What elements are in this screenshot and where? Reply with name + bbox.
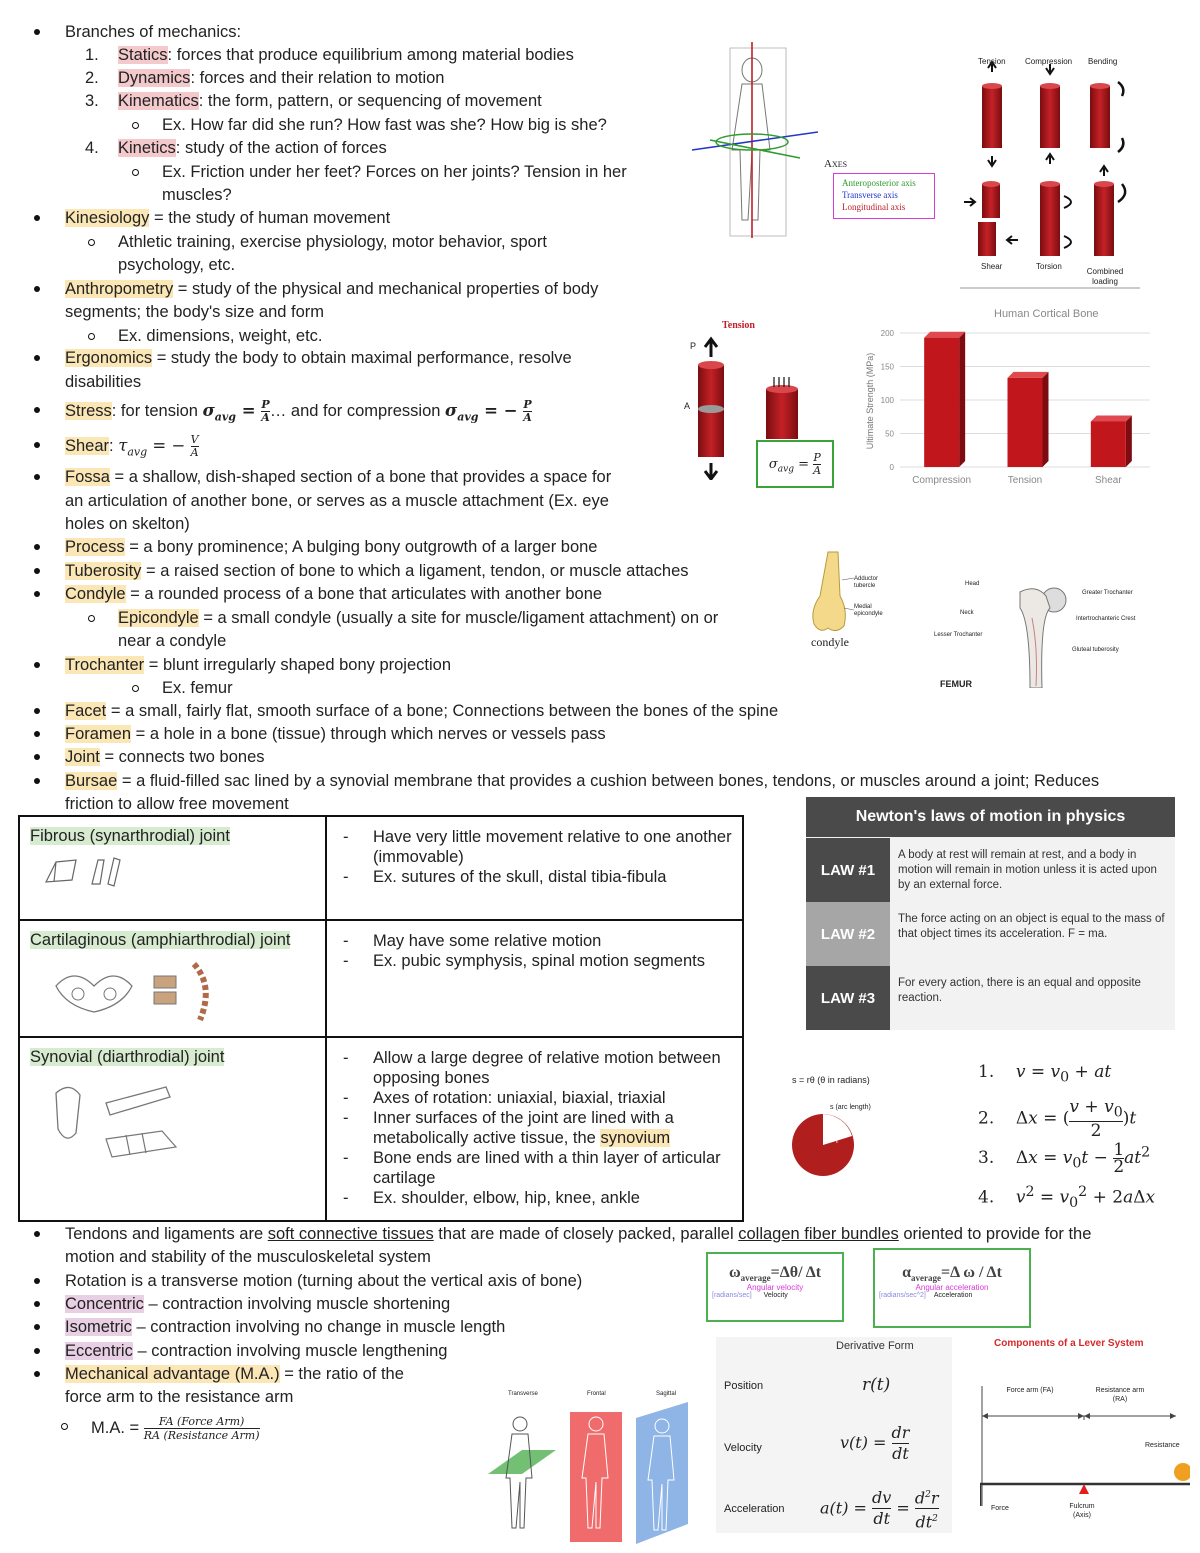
table-row [19,1037,743,1221]
x-tick-label: Tension [1007,475,1043,486]
joint-desc-cell [326,1037,743,1221]
lever-title: Components of a Lever System [994,1338,1144,1349]
y-tick-label: 0 [889,463,894,472]
bar-side [1126,415,1132,467]
branch-kinetics: 4. Kinetics: study of the action of forces [85,139,387,157]
condyle-label: Medial epicondyle [854,604,883,617]
fossa-cont-2: holes on skelton) [65,515,190,533]
arc-sector-figure [790,1108,860,1178]
lever-label: Force [991,1505,1009,1512]
joint-type-name: Synovial (diarthrodial) joint [30,1048,225,1066]
derivative-form-table [716,1337,952,1533]
anthropometry-cont: segments; the body's size and form [65,303,325,321]
velocity-formula: v(t) = $\frac{dr}{dt}$ [840,1423,910,1463]
femur-label: Gluteal tuberosity [1072,647,1119,653]
fibrous-joint-illustration [42,854,132,890]
femur-figure [1000,578,1080,688]
plane-label: Frontal [587,1391,606,1397]
newton-law-label: LAW #2 [806,902,890,966]
axes-title: Axes [824,158,848,170]
axes-legend [833,173,935,219]
eccentric-item: Eccentric – contraction involving muscle lengthening [65,1342,448,1360]
acceleration-formula: a(t) = $\frac{dv}{dt}$ = $\frac{d^2r}{dt^2}$ [820,1485,939,1533]
y-tick-label: 200 [880,329,894,338]
femur-label: Greater Trochanter [1082,590,1133,596]
fossa-cont-1: an articulation of another bone, or serves as a muscle attachment (Ex. eye [65,492,609,510]
derivative-row-label: Position [724,1380,764,1392]
bursae-cont: friction to allow free movement [65,795,289,813]
loading-label: Bending [1088,57,1118,66]
body-axes-figure [690,40,820,240]
loading-label: Tension [978,57,1006,66]
femur-title: FEMUR [940,679,972,689]
ergonomics-cont: disabilities [65,373,142,391]
kinetics-example: Ex. Friction under her feet? Forces on her joints? Tension in her [162,163,627,181]
lever-label: Force arm (FA) [1006,1387,1054,1394]
rotation-item: Rotation is a transverse motion (turning about the vertical axis of bone) [65,1272,583,1290]
arc-theta: θ [828,1121,833,1131]
kinematics-example: Ex. How far did she run? How fast was she? How big is she? [162,116,607,134]
kinesiology-sub: Athletic training, exercise physiology, motor behavior, sport [118,233,547,251]
loading-label: Combined loading [1086,267,1124,286]
femur-label: Neck [960,610,974,616]
newton-title: Newton's laws of motion in physics [806,797,1175,837]
branch-kinematics: 3. Kinematics: the form, pattern, or sequencing of movement [85,92,542,110]
axes-legend-item: Anteroposterior axis [842,178,916,188]
facet-item: Facet = a small, fairly flat, smooth surface of a bone; Connections between the bones of the spine [65,702,779,720]
bone-strength-chart [870,325,1160,495]
ergonomics-item: Ergonomics = study the body to obtain maximal performance, resolve [65,349,572,367]
mechanical-advantage-item: Mechanical advantage (M.A.) = the ratio of the [65,1365,404,1383]
tendons-cont: motion and stability of the musculoskeletal system [65,1248,431,1266]
condyle-caption: condyle [811,635,849,649]
joint-type-cell [19,920,326,1037]
kinesiology-sub-cont: psychology, etc. [118,256,236,274]
bar-top [1091,415,1132,421]
mechanical-advantage-cont: force arm to the resistance arm [65,1388,294,1406]
loading-label: Shear [981,262,1003,271]
angular-acceleration-name: Angular acceleration [915,1283,989,1293]
tension-a-label: A [684,401,691,411]
angular-velocity-box: $\omega_{average}=\Delta\theta/$ Δt Angular velocity [radians/sec] Velocity [706,1252,844,1322]
position-formula: r(t) [862,1375,891,1395]
joint-type-cell [19,816,326,920]
kinematic-equation: 2. Δx = ( $\frac{v + v_0}{2}$ )t [978,1097,1137,1142]
list-item: - Have very little movement relative to one another (immovable) [339,827,732,867]
list-item: - Ex. shoulder, elbow, hip, knee, ankle [339,1188,732,1208]
tuberosity-item: Tuberosity = a raised section of bone to which a ligament, tendon, or muscle attaches [65,562,689,580]
joint-item: Joint = connects two bones [65,748,265,766]
kinesiology-item: Kinesiology = the study of human movement [65,209,391,227]
kinematic-equation: 1. $v = v_0$ + at [978,1062,1112,1086]
joint-type-cell [19,1037,326,1221]
loading-label: Torsion [1036,262,1062,271]
newton-laws-panel [806,797,1175,1030]
chart-ylabel: Ultimate Strength (MPa) [865,352,875,450]
newton-law-text: A body at rest will remain at rest, and a body in motion will remain in motion unless it is acted upon by an external force. [898,849,1157,891]
lever-label: Resistance arm (RA) [1095,1387,1145,1403]
condyle-figure [808,550,898,640]
epicondyle-item: Epicondyle = a small condyle (usually a site for muscle/ligament attachment) on or [118,609,719,627]
anthropometry-sub: Ex. dimensions, weight, etc. [118,327,323,345]
tension-formula-box: $\sigma_{avg}$ = $\frac{P}{A}$ [756,440,834,488]
arc-label: s (arc length) [830,1104,871,1111]
condyle-label: Adductor tubercle [854,576,879,589]
list-item: - Bone ends are lined with a thin layer of articular cartilage [339,1148,732,1188]
newton-law-row [806,966,1175,1030]
stress-item: Stress: for tension $\sigma_{avg}$ = $\frac{P}{A}$ … and for compression $\sigma_{avg}$ = − $\frac{P}{A}$ [65,399,532,428]
derivative-title: Derivative Form [836,1340,914,1352]
loading-types-figure [960,52,1140,292]
bar-side [959,332,965,467]
femur-label: Head [965,581,980,587]
kinematic-equation: 4. $v^2 = v_0^2 + 2a\Delta x$ [978,1184,1156,1212]
x-tick-label: Compression [912,475,972,486]
joint-desc-cell [326,920,743,1037]
derivative-row-label: Velocity [724,1442,762,1454]
process-item: Process = a bony prominence; A bulging bony outgrowth of a larger bone [65,538,598,556]
angular-velocity-name: Angular velocity [746,1283,804,1293]
branch-statics: 1. Statics: forces that produce equilibrium among material bodies [85,46,574,64]
newton-law-row [806,838,1175,902]
synovial-joint-illustration [46,1073,196,1163]
newton-law-label: LAW #3 [806,966,890,1030]
kinematic-equations [978,1062,1155,1213]
plane-label: Transverse [508,1391,538,1397]
foramen-item: Foramen = a hole in a bone (tissue) through which nerves or vessels pass [65,725,606,743]
bar [1008,378,1043,467]
plane-label: Sagittal [656,1391,677,1397]
list-item: - Ex. sutures of the skull, distal tibia-fibula [339,867,732,887]
epicondyle-cont: near a condyle [118,632,227,650]
joints-table [18,815,744,1222]
chart-title: Human Cortical Bone [994,308,1099,320]
joint-type-name: Fibrous (synarthrodial) joint [30,827,230,845]
shear-item: Shear: $\tau_{avg}$ = − $\frac{V}{A}$ [65,434,199,463]
condyle-item: Condyle = a rounded process of a bone that articulates with another bone [65,585,603,603]
femur-label: Lesser Trochanter [934,632,983,638]
bar-side [1043,372,1049,467]
newton-law-text: The force acting on an object is equal to the mass of that object times its acceleration. F = ma. [898,913,1165,940]
bar-top [924,332,965,338]
trochanter-example: Ex. femur [162,679,233,697]
bursae-item: Bursae = a fluid-filled sac lined by a synovial membrane that provides a cushion between bones, tendons, or muscles around a joint; Reduces [65,772,1100,790]
anthropometry-item: Anthropometry = study of the physical and mechanical properties of body [65,280,599,298]
lever-label: Resistance [1145,1442,1180,1449]
table-row [19,816,743,920]
tendons-item: Tendons and ligaments are soft connective tissues that are made of closely packed, parallel collagen fiber bundles oriented to provide for the [65,1225,1092,1243]
list-item: - Ex. pubic symphysis, spinal motion segments [339,951,732,971]
list-item: - May have some relative motion [339,931,732,951]
arc-r: r [836,1136,839,1145]
anatomical-planes-figure [486,1398,696,1548]
loading-label: Compression [1025,57,1073,66]
isometric-item: Isometric – contraction involving no change in muscle length [65,1318,506,1336]
list-item: - Axes of rotation: uniaxial, biaxial, triaxial [339,1088,732,1108]
list-item: - Inner surfaces of the joint are lined with a metabolically active tissue, the synovium [339,1108,732,1148]
derivative-row-label: Acceleration [724,1503,785,1515]
trochanter-item: Trochanter = blunt irregularly shaped bony projection [65,656,452,674]
branches-title: Branches of mechanics: [65,23,242,41]
ma-formula: M.A. = FA (Force Arm) RA (Resistance Arm) [91,1415,260,1442]
femur-label: Intertrochanteric Crest [1076,616,1136,622]
table-row [19,920,743,1037]
cartilaginous-joint-illustration [44,956,244,1026]
lever-label: Fulcrum (Axis) [1069,1503,1095,1519]
arc-formula: s = rθ (θ in radians) [792,1075,870,1085]
axes-legend-item: Transverse axis [842,190,898,200]
newton-law-row [806,902,1175,966]
kinematic-equation: 3. $\Delta x = v_0t$ − $\frac{1}{2}$ $at^2$ [978,1140,1151,1177]
joint-type-name: Cartilaginous (amphiarthrodial) joint [30,931,291,949]
newton-law-text: For every action, there is an equal and opposite reaction. [898,977,1141,1004]
tension-p-label: P [690,341,697,351]
list-item: - Allow a large degree of relative motion between opposing bones [339,1048,732,1088]
y-tick-label: 50 [885,429,894,439]
concentric-item: Concentric – contraction involving muscle shortening [65,1295,451,1313]
tension-title: Tension [722,320,755,331]
newton-law-label: LAW #1 [806,838,890,902]
fossa-item: Fossa = a shallow, dish-shaped section of a bone that provides a space for [65,468,612,486]
angular-acceleration-box: $\alpha_{average}=\Delta$ ω / Δt Angular acceleration [radians/sec^2] Acceleration [873,1248,1031,1328]
kinetics-example-cont: muscles? [162,186,232,204]
y-tick-label: 100 [880,396,894,405]
y-tick-label: 150 [880,362,894,372]
x-tick-label: Shear [1094,475,1122,486]
bar [924,338,959,467]
branch-dynamics: 2. Dynamics: forces and their relation to motion [85,69,445,87]
joint-desc-cell [326,816,743,920]
bar [1091,421,1126,467]
bar-top [1008,372,1049,378]
axes-legend-item: Longitudinal axis [842,202,906,212]
